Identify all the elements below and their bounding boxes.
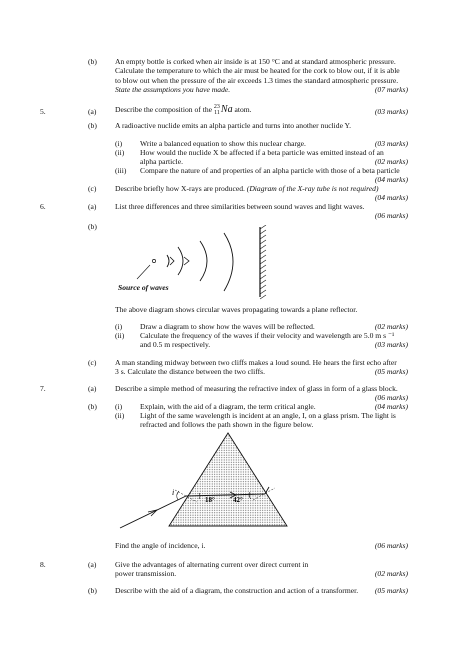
q7bi-text: Explain, with the aid of a diagram, the term critical angle. [140, 402, 316, 411]
atomic-number: 11 [214, 110, 220, 116]
q6c-text [115, 358, 415, 377]
q6bi-text: Draw a diagram to show how the waves will be reflected. [140, 322, 315, 331]
q5a-text-after: atom. [232, 104, 252, 114]
q6bii-line-1: Calculate the frequency of the waves if their velocity and wavelength are 5.0 m s ⁻¹ [140, 331, 395, 340]
q5c-marks: (04 marks) [374, 193, 408, 202]
q7-number: 7. [40, 384, 46, 393]
wave-arc-2 [178, 247, 183, 275]
wave-arc-4 [224, 233, 233, 291]
q5c-part-label: (c) [88, 184, 97, 193]
q7bii-line-2: refracted and follows the path shown in the figure below. [140, 420, 314, 430]
q5bii-line-1: How would the nuclide X be affected if a beta particle was emitted instead of an [140, 148, 384, 157]
q6bii-marks: (03 marks) [374, 340, 408, 349]
wavefront-2 [178, 247, 189, 275]
q7bii-text [140, 411, 420, 430]
q6-number: 6. [40, 202, 46, 211]
q7a-part-label: (a) [88, 384, 97, 393]
prism-diagram [115, 430, 335, 535]
q5bii-text [140, 148, 410, 167]
q5bii-line-2: alpha particle. [140, 157, 184, 167]
q6bii-label: (ii) [115, 331, 125, 340]
q6a-part-label: (a) [88, 202, 97, 211]
q6c-line-2: 3 s. Calculate the distance between the two cliffs. [115, 367, 265, 377]
reflector-hatching [260, 225, 266, 299]
angle-18-label: 18° [205, 496, 215, 504]
q6c-line-1: A man standing midway between two cliffs makes a loud sound. He hears the first echo after [115, 358, 397, 367]
q8a-part-label: (a) [88, 560, 97, 569]
q7b-part-label: (b) [88, 402, 97, 411]
q6a-text: List three differences and three similarities between sound waves and light waves. [115, 202, 365, 211]
q8b-text: Describe with the aid of a diagram, the construction and action of a transformer. [115, 586, 359, 595]
q5c-text-main: Describe briefly how X-rays are produced. [115, 184, 247, 193]
q8-number: 8. [40, 560, 46, 569]
q7bii-line-1: Light of the same wavelength is incident at an angle, I, on a glass prism. The light is [140, 411, 396, 420]
q6c-marks: (05 marks) [374, 367, 408, 376]
nuclide-numbers [214, 104, 220, 116]
q5biii-label: (iii) [115, 166, 127, 175]
q5a-text-before: Describe the composition of the [115, 104, 214, 114]
q6a-marks: (06 marks) [374, 211, 408, 220]
q5a-marks: (03 marks) [374, 107, 408, 116]
q6c-part-label: (c) [88, 358, 97, 367]
q6bii-line-2: and 0.5 m respectively. [140, 340, 211, 350]
mass-number: 23 [213, 104, 220, 110]
glass-prism [169, 433, 287, 526]
q5-number: 5. [40, 107, 46, 116]
wave-arrow-1 [170, 257, 174, 265]
q7a-marks: (06 marks) [374, 393, 408, 402]
q8a-marks: (02 marks) [374, 569, 408, 578]
q5bi-text: Write a balanced equation to show this nuclear charge. [140, 139, 306, 148]
q5a-text [115, 104, 410, 116]
q4b-line-1: An empty bottle is corked when air inside is at 150 °C and at standard atmospheric pressure. [115, 57, 396, 66]
q8b-part-label: (b) [88, 586, 97, 595]
q4b-line-2: Calculate the temperature to which the air must be heated for the cork to blow out, if it is able [115, 66, 400, 76]
q5b-text: A radioactive nuclide emits an alpha particle and turns into another nuclide Y. [115, 121, 351, 130]
q7bi-marks: (04 marks) [374, 402, 408, 411]
q4b-assumption: State the assumptions you have made. [115, 84, 231, 94]
wavefront-1 [167, 255, 174, 267]
q8b-marks: (05 marks) [374, 586, 408, 595]
q5biii-marks: (04 marks) [374, 175, 408, 184]
q6bii-text [140, 331, 415, 350]
wave-arrow-2 [184, 257, 189, 265]
source-pointer-line [137, 265, 150, 279]
q4b-part-label: (b) [88, 57, 97, 66]
q5c-text [115, 184, 415, 193]
q6b-part-label: (b) [88, 222, 97, 231]
q4b-marks: (07 marks) [374, 85, 408, 94]
q5b-part-label: (b) [88, 121, 97, 130]
q5c-note: (Diagram of the X-ray tube is not required) [246, 184, 379, 193]
angle-i-label: i [172, 488, 175, 497]
source-point [152, 259, 155, 262]
wave-arc-1 [167, 255, 169, 267]
incident-ray-arrow [148, 510, 157, 516]
wave-arc-3 [200, 241, 207, 281]
q6bi-label: (i) [115, 322, 123, 331]
element-symbol: Na [220, 103, 233, 115]
q8a-text [115, 560, 410, 579]
q7bi-label: (i) [115, 402, 123, 411]
q6bi-marks: (02 marks) [374, 322, 408, 331]
q7b-find-text: Find the angle of incidence, i. [115, 541, 206, 550]
q5bii-label: (ii) [115, 148, 125, 157]
q8a-line-1: Give the advantages of alternating current over direct current in [115, 560, 309, 569]
q7bii-label: (ii) [115, 411, 125, 420]
q5bi-label: (i) [115, 139, 123, 148]
q7a-text: Describe a simple method of measuring the refractive index of glass in form of a glass block. [115, 384, 398, 393]
q4b-line-3: to blow out when the pressure of the air exceeds 1.3 times the standard atmospheric pressure. [115, 75, 399, 85]
q4b-text [115, 57, 410, 94]
q7b-find-marks: (06 marks) [374, 541, 408, 550]
angle-i-arc [177, 491, 179, 500]
source-of-waves-label: Source of waves [118, 283, 169, 292]
q8a-line-2: power transmission. [115, 569, 177, 579]
q5bi-marks: (03 marks) [374, 139, 408, 148]
q6b-caption: The above diagram shows circular waves propagating towards a plane reflector. [115, 305, 358, 314]
q5bii-marks: (02 marks) [374, 157, 408, 166]
angle-42-label: 42° [233, 496, 243, 504]
q5a-part-label: (a) [88, 107, 97, 116]
q5biii-text: Compare the nature of and properties of an alpha particle with those of a beta particle [140, 166, 400, 175]
